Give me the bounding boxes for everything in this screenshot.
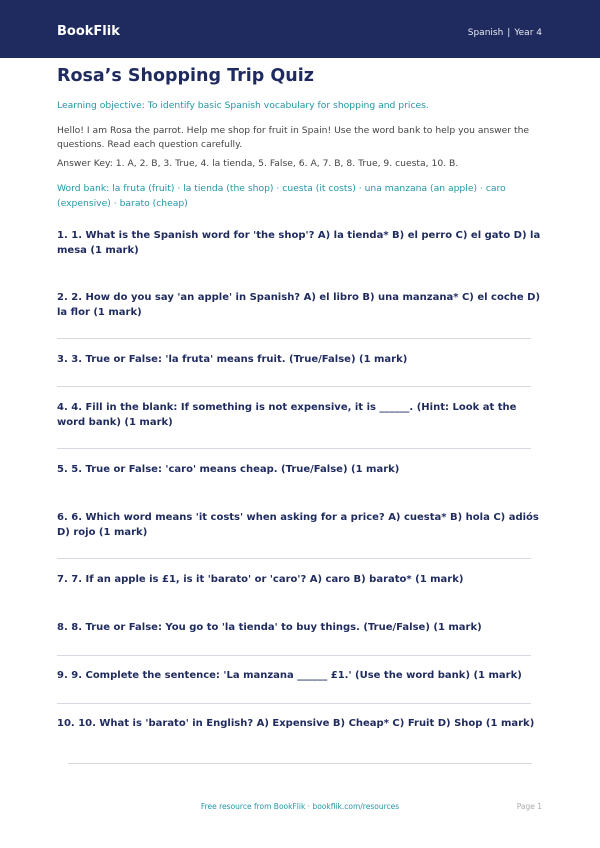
header-meta bbox=[468, 28, 542, 38]
word-bank: Word bank: la fruta (fruit) · la tienda (the shop) · cuesta (it costs) · una manzana (an apple) · caro (expensive) · barato (cheap) bbox=[57, 183, 506, 209]
intro-text: Hello! I am Rosa the parrot. Help me shop for fruit in Spain! Use the word bank to help you answer the questions. Read each question carefully. bbox=[57, 125, 530, 150]
question-4: 4. 4. Fill in the blank: If something is not expensive, it is ______. (Hint: Look at the word bank) (1 mark) bbox=[57, 402, 517, 428]
page-title: Rosa’s Shopping Trip Quiz bbox=[57, 66, 314, 86]
footer-text[interactable]: Free resource from BookFlik · bookflik.com/resources bbox=[200, 802, 400, 811]
question-9: 9. 9. Complete the sentence: 'La manzana ______ £1.' (Use the word bank) (1 mark) bbox=[57, 670, 522, 681]
meta-separator: | bbox=[507, 28, 511, 38]
question-1: 1. 1. What is the Spanish word for 'the shop'? A) la tienda* B) el perro C) el gato D) la mesa (1 mark) bbox=[57, 230, 541, 256]
year-label: Year 4 bbox=[514, 28, 542, 38]
footer-divider bbox=[68, 763, 532, 764]
answer-key: Answer Key: 1. A, 2. B, 3. True, 4. la tienda, 5. False, 6. A, 7. B, 8. True, 9. cuesta, 10. B. bbox=[57, 158, 459, 169]
question-3: 3. 3. True or False: 'la fruta' means fruit. (True/False) (1 mark) bbox=[57, 354, 408, 365]
answer-line-4 bbox=[57, 386, 531, 387]
answer-line-5 bbox=[57, 448, 531, 449]
question-8: 8. 8. True or False: You go to 'la tienda' to buy things. (True/False) (1 mark) bbox=[57, 622, 482, 633]
subject-label: Spanish bbox=[467, 28, 504, 38]
question-6: 6. 6. Which word means 'it costs' when asking for a price? A) cuesta* B) hola C) adiós D) rojo (1 mark) bbox=[57, 512, 539, 538]
answer-line-3 bbox=[57, 338, 531, 339]
page-number: Page 1 bbox=[516, 802, 542, 811]
question-10: 10. 10. What is 'barato' in English? A) Expensive B) Cheap* C) Fruit D) Shop (1 mark) bbox=[57, 718, 535, 729]
answer-line-9 bbox=[57, 655, 531, 656]
question-7: 7. 7. If an apple is £1, is it 'barato' or 'caro'? A) caro B) barato* (1 mark) bbox=[57, 574, 464, 585]
learning-objective: Learning objective: To identify basic Spanish vocabulary for shopping and prices. bbox=[57, 100, 429, 111]
header-bar bbox=[0, 0, 600, 58]
question-2: 2. 2. How do you say 'an apple' in Spanish? A) el libro B) una manzana* C) el coche D) la flor (1 mark) bbox=[57, 292, 541, 318]
answer-line-7 bbox=[57, 558, 531, 559]
brand-logo[interactable]: BookFlik bbox=[57, 24, 120, 39]
question-5: 5. 5. True or False: 'caro' means cheap. (True/False) (1 mark) bbox=[57, 464, 400, 475]
answer-line-10 bbox=[57, 703, 531, 704]
